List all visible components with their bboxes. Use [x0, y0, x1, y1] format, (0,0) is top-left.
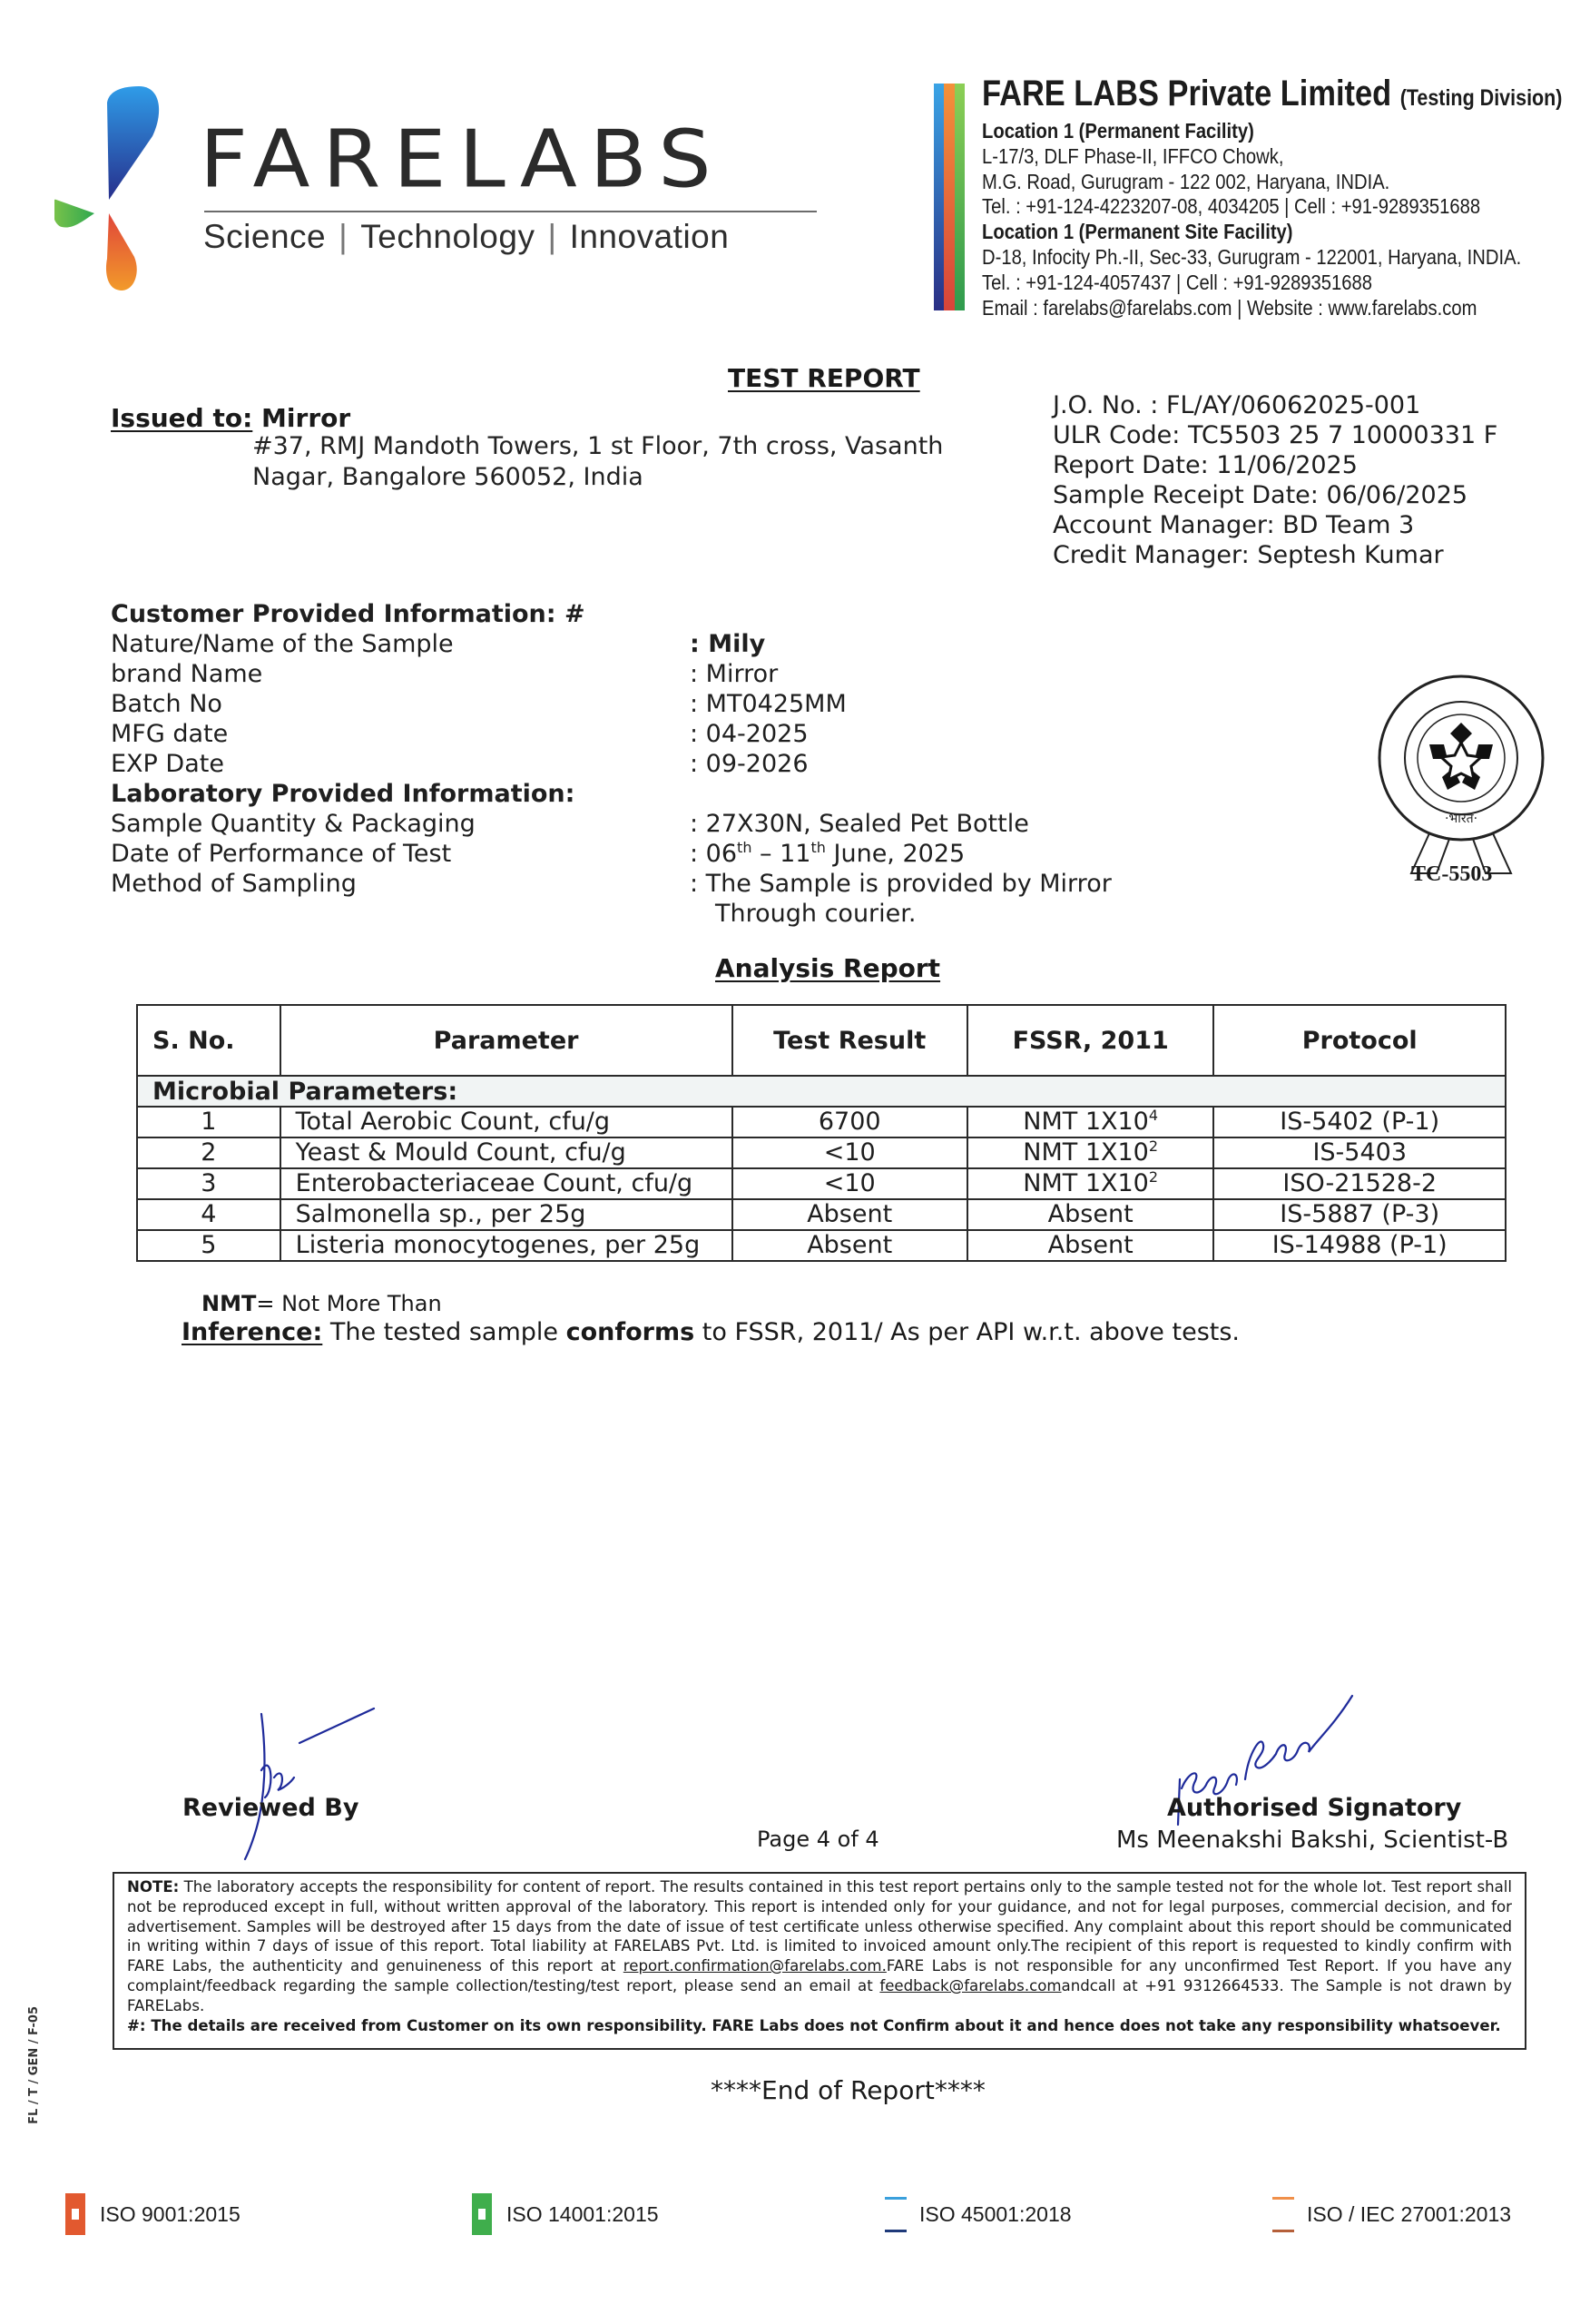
farelabs-logo-mark-icon [54, 86, 191, 304]
info-row [111, 839, 1112, 869]
iso-45001-badge [885, 2193, 1072, 2235]
address-line1: #37, RMJ Mandoth Towers, 1 st Floor, 7th cross, Vasanth [252, 432, 944, 460]
table-row [137, 1107, 1506, 1137]
info-value: : MT0425MM [690, 690, 847, 718]
issued-to-label: Issued to: [111, 403, 253, 433]
info-row [111, 659, 1112, 689]
inference-text: The tested sample [322, 1318, 566, 1346]
column-header-parameter: Parameter [280, 1005, 732, 1076]
cell-limit [967, 1137, 1214, 1168]
info-value: : 09-2026 [690, 750, 809, 778]
logo-tagline [203, 218, 729, 256]
analysis-report-title: Analysis Report [715, 953, 941, 983]
company-info [982, 73, 1562, 320]
ordinal-suffix: th [810, 839, 826, 856]
analysis-results-table [136, 1004, 1507, 1262]
sample-info [111, 599, 1112, 929]
cell-parameter: Enterobacteriaceae Count, cfu/g [280, 1168, 732, 1199]
cell-limit [967, 1199, 1214, 1230]
table-section-row [137, 1076, 1506, 1107]
iso-9001-badge [65, 2193, 240, 2235]
section-label: Microbial Parameters: [137, 1076, 1506, 1107]
disclaimer-note [113, 1872, 1526, 2050]
cell-parameter: Salmonella sp., per 25g [280, 1199, 732, 1230]
cell-parameter: Yeast & Mould Count, cfu/g [280, 1137, 732, 1168]
cell-protocol: IS-5403 [1213, 1137, 1506, 1168]
logo-wordmark: FARELABS [200, 113, 724, 206]
sample-receipt-date: Sample Receipt Date: 06/06/2025 [1053, 481, 1468, 509]
account-manager: Account Manager: BD Team 3 [1053, 511, 1415, 539]
column-header-test-result: Test Result [732, 1005, 967, 1076]
cell-sno: 3 [137, 1168, 280, 1199]
cell-sno: 5 [137, 1230, 280, 1261]
feedback-email-link[interactable]: feedback@farelabs.com [879, 1976, 1062, 1994]
info-row [111, 689, 1112, 719]
location2-phone: Tel. : +91-124-4057437 | Cell : +91-9289351688 [982, 270, 1372, 294]
test-date-start: : 06 [690, 840, 738, 868]
limit-base: NMT 1X10 [1023, 1138, 1149, 1167]
location2-address: D-18, Infocity Ph.-II, Sec-33, Gurugram - 122001, Haryana, INDIA. [982, 244, 1522, 269]
company-division: (Testing Division) [1399, 85, 1563, 111]
column-header-fssr: FSSR, 2011 [967, 1005, 1214, 1076]
cell-sno: 1 [137, 1107, 280, 1137]
tagline-separator: | [339, 218, 348, 255]
lab-info-heading: Laboratory Provided Information: [111, 780, 575, 808]
info-value [690, 839, 965, 869]
reviewer-signature-icon [218, 1707, 399, 1861]
info-label: Method of Sampling [111, 870, 357, 898]
location1-title: Location 1 (Permanent Facility) [982, 119, 1254, 143]
info-row [111, 719, 1112, 749]
info-value: : 27X30N, Sealed Pet Bottle [690, 810, 1029, 838]
ulr-code: ULR Code: TC5503 25 7 10000331 F [1053, 421, 1498, 449]
iso-14001-badge [472, 2193, 659, 2235]
company-color-bars [934, 84, 965, 310]
report-date: Report Date: 11/06/2025 [1053, 451, 1358, 479]
nmt-abbreviation: NMT [201, 1291, 257, 1316]
note-text: FARE Labs is not responsible for any unconfirmed Test Report. If you have any complaint/feedback regarding the sample collection/testing/test report, please send an email at [127, 1957, 1512, 1994]
info-label: Nature/Name of the Sample [111, 630, 454, 658]
tagline-innovation: Innovation [569, 218, 730, 255]
cell-limit [967, 1230, 1214, 1261]
cell-result: Absent [732, 1199, 967, 1230]
iso-27001-icon [1272, 2193, 1294, 2235]
limit-base: Absent [1047, 1231, 1134, 1259]
tagline-technology: Technology [360, 218, 535, 255]
authorised-signatory-label: Authorised Signatory [1167, 1794, 1462, 1822]
form-code: FL / T / GEN / F-05 [27, 2006, 41, 2124]
customer-responsibility-note: #: The details are received from Customer on its own responsibility. FARE Labs does not Confirm about it and hence does not take any responsibility whatsoever. [127, 2016, 1501, 2034]
credit-manager: Credit Manager: Septesh Kumar [1053, 541, 1444, 569]
limit-base: NMT 1X10 [1023, 1169, 1149, 1197]
iso-9001-label: ISO 9001:2015 [100, 2201, 240, 2226]
ordinal-suffix: th [737, 839, 752, 856]
limit-base: NMT 1X10 [1023, 1108, 1149, 1136]
company-contact: Email : farelabs@farelabs.com | Website : www.farelabs.com [982, 295, 1477, 320]
table-header-row [137, 1005, 1506, 1076]
issued-to-name: Mirror [261, 403, 351, 433]
logo-divider [204, 211, 817, 212]
note-label: NOTE: [127, 1878, 180, 1896]
company-name [982, 73, 1562, 119]
test-date-month: June, 2025 [825, 840, 966, 868]
info-label: Sample Quantity & Packaging [111, 810, 476, 838]
info-row [111, 749, 1112, 779]
table-row [137, 1137, 1506, 1168]
limit-base: Absent [1047, 1200, 1134, 1228]
cell-sno: 4 [137, 1199, 280, 1230]
inference-label: Inference: [182, 1318, 323, 1346]
seal-center-text: ·भारत· [1444, 812, 1478, 826]
info-row [111, 869, 1112, 899]
info-value: : Mirror [690, 660, 779, 688]
company-name-text: FARE LABS Private Limited [982, 74, 1392, 113]
jo-number: J.O. No. : FL/AY/06062025-001 [1053, 391, 1421, 419]
page-title: TEST REPORT [728, 363, 920, 393]
table-row [137, 1168, 1506, 1199]
cell-result: <10 [732, 1168, 967, 1199]
limit-exponent: 2 [1148, 1137, 1159, 1155]
cell-protocol: ISO-21528-2 [1213, 1168, 1506, 1199]
note-text: andcall at +91 9312664533. The Sample is not drawn by FARELabs. [127, 1976, 1512, 2014]
inference [182, 1318, 1240, 1346]
info-label: Date of Performance of Test [111, 840, 452, 868]
column-header-sno: S. No. [137, 1005, 280, 1076]
nabl-accreditation-seal-icon [1366, 672, 1556, 890]
nmt-legend [201, 1291, 442, 1316]
iso-45001-icon [885, 2193, 907, 2235]
table-row [137, 1230, 1506, 1261]
info-label: brand Name [111, 660, 263, 688]
page-number: Page 4 of 4 [757, 1827, 879, 1852]
tagline-science: Science [203, 218, 327, 255]
limit-exponent: 2 [1148, 1168, 1159, 1186]
info-value: : Mily [690, 630, 766, 658]
cell-sno: 2 [137, 1137, 280, 1168]
info-value: : 04-2025 [690, 720, 809, 748]
info-row [111, 629, 1112, 659]
customer-info-heading: Customer Provided Information: # [111, 600, 585, 628]
inference-text: to FSSR, 2011/ As per API w.r.t. above tests. [694, 1318, 1240, 1346]
column-header-protocol: Protocol [1213, 1005, 1506, 1076]
location1-address-line1: L-17/3, DLF Phase-II, IFFCO Chowk, [982, 143, 1284, 168]
cell-limit [967, 1107, 1214, 1137]
cell-limit [967, 1168, 1214, 1199]
table-row [137, 1199, 1506, 1230]
report-confirmation-email-link[interactable]: report.confirmation@farelabs.com. [623, 1957, 887, 1975]
nabl-certificate-number: TC-5503 [1411, 862, 1493, 886]
note-text: The laboratory accepts the responsibility for content of report. The results contained in this test report pertains only to the sample tested not for the whole lot. Test report shall not be reproduced except in full, without written approval of the laboratory. This report is intended only for your guidance, and not for legal purposes, commercial decision, and for advertisement. Samples will be destroyed after 15 days from the date of issue of test certificate unless otherwise specified. Any complaint about this report should be communicated in writing within 7 days of issue of this report. Total liability at FARELABS Pvt. Ltd. is limited to invoiced amount only.The recipient of this report is requested to kindly confirm with FARE Labs, the authenticity and genuineness of this report at [127, 1878, 1512, 1975]
report-reference-block [1053, 390, 1497, 570]
location1-phone: Tel. : +91-124-4223207-08, 4034205 | Cell : +91-9289351688 [982, 194, 1481, 219]
info-row-continued [111, 899, 1112, 929]
info-value-continued: Through courier. [715, 900, 917, 928]
cell-result: 6700 [732, 1107, 967, 1137]
end-of-report: ****End of Report**** [711, 2075, 986, 2105]
limit-exponent: 4 [1148, 1107, 1159, 1124]
address-line2: Nagar, Bangalore 560052, India [252, 463, 643, 491]
iso-14001-label: ISO 14001:2015 [506, 2201, 659, 2226]
cell-result: <10 [732, 1137, 967, 1168]
iso-27001-label: ISO / IEC 27001:2013 [1307, 2201, 1512, 2226]
tagline-separator: | [547, 218, 557, 255]
cell-parameter: Total Aerobic Count, cfu/g [280, 1107, 732, 1137]
iso-45001-label: ISO 45001:2018 [919, 2201, 1072, 2226]
nmt-definition: = Not More Than [256, 1291, 442, 1316]
info-value: : The Sample is provided by Mirror [690, 870, 1112, 898]
location1-address-line2: M.G. Road, Gurugram - 122 002, Haryana, INDIA. [982, 169, 1390, 193]
cell-parameter: Listeria monocytogenes, per 25g [280, 1230, 732, 1261]
iso-27001-badge [1272, 2193, 1511, 2235]
issued-to [111, 403, 350, 433]
info-label: MFG date [111, 720, 229, 748]
iso-14001-icon [472, 2193, 492, 2235]
info-label: Batch No [111, 690, 222, 718]
cell-result: Absent [732, 1230, 967, 1261]
reviewed-by-label: Reviewed By [182, 1794, 359, 1822]
cell-protocol: IS-14988 (P-1) [1213, 1230, 1506, 1261]
test-date-end: – 11 [751, 840, 811, 868]
iso-9001-icon [65, 2193, 85, 2235]
signatory-name: Ms Meenakshi Bakshi, Scientist-B [1116, 1827, 1509, 1854]
info-row [111, 809, 1112, 839]
info-label: EXP Date [111, 750, 224, 778]
cell-protocol: IS-5402 (P-1) [1213, 1107, 1506, 1137]
customer-address [252, 431, 943, 493]
location2-title: Location 1 (Permanent Site Facility) [982, 220, 1293, 244]
cell-protocol: IS-5887 (P-3) [1213, 1199, 1506, 1230]
inference-verdict: conforms [565, 1318, 695, 1346]
